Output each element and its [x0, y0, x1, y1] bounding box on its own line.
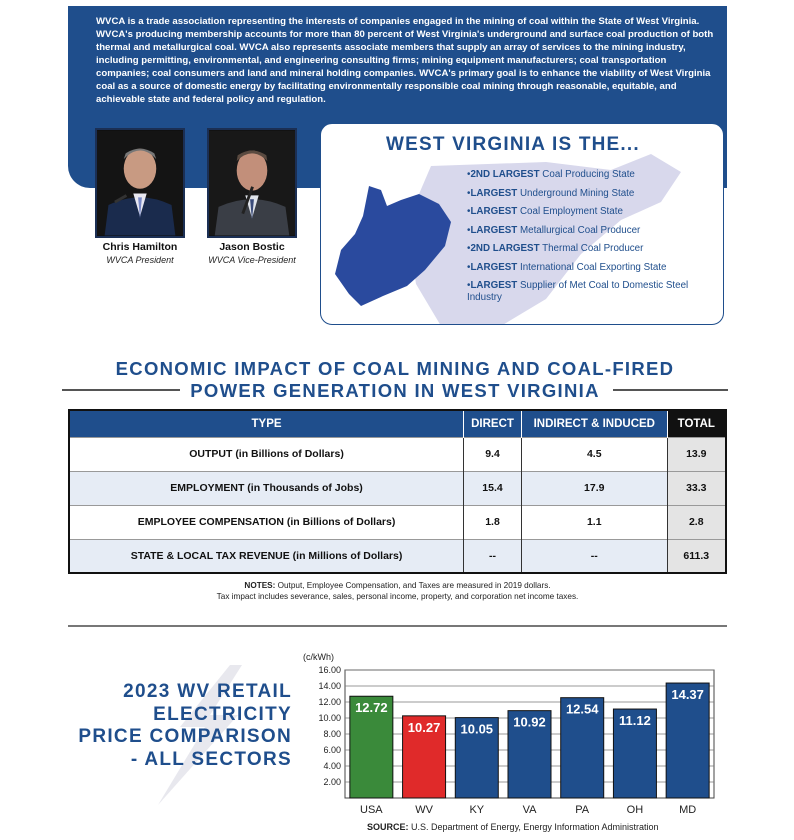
- row-indirect: 1.1: [521, 505, 667, 539]
- table-row: [69, 505, 726, 539]
- photo-chris-hamilton: [95, 128, 185, 238]
- row-indirect: --: [521, 539, 667, 573]
- title-rule-right: [613, 389, 728, 391]
- x-tick-label: VA: [522, 804, 537, 816]
- row-direct: 9.4: [464, 437, 522, 471]
- row-type: EMPLOYEE COMPENSATION (in Billions of Dollars): [69, 505, 464, 539]
- table-row: [69, 437, 726, 471]
- person-title: WVCA Vice-President: [208, 255, 296, 265]
- portrait-icon: [97, 130, 183, 236]
- row-type: OUTPUT (in Billions of Dollars): [69, 437, 464, 471]
- person-name: Chris Hamilton: [102, 241, 178, 253]
- intro-text: WVCA is a trade association representing the interests of companies engaged in the mining of coal within the State of West Virginia. WVCA's producing membership accounts for more than 80 percent of West Virginia's underground and surface coal production of both thermal and metallurgical coal. WVCA also represents associate members that supply an array of services to the mining industry, including permitting, environmental, and engineering consulting firms; mining equipment manufacturers; coal transportation companies; coal consumers and land and mineral holding companies. WVCA's primary goal is to enhance the viability of West Virginia coal as a source of domestic energy by facilitating environmentally responsible coal mining through reasonable, equitable, and achievable state and federal policy and regulation.: [96, 16, 714, 105]
- econ-title: ECONOMIC IMPACT OF COAL MINING AND COAL-FIRED POWER GENERATION IN WEST VIRGINIA: [115, 358, 675, 401]
- x-tick-label: PA: [575, 804, 590, 816]
- x-tick-label: MD: [679, 804, 697, 816]
- x-tick-label: KY: [469, 804, 485, 816]
- wv-facts-panel: [320, 123, 724, 325]
- y-tick-label: 12.00: [318, 697, 341, 707]
- row-indirect: 17.9: [521, 471, 667, 505]
- person-name: Jason Bostic: [219, 241, 285, 253]
- row-type: EMPLOYMENT (in Thousands of Jobs): [69, 471, 464, 505]
- y-tick-label: 8.00: [323, 729, 341, 739]
- table-row: [69, 539, 726, 573]
- x-tick-label: USA: [360, 804, 383, 816]
- bar-value-label: 10.92: [513, 714, 546, 730]
- row-direct: --: [464, 539, 522, 573]
- x-tick-label: OH: [626, 804, 644, 816]
- x-tick-label: WV: [415, 804, 433, 816]
- bar-value-label: 10.05: [460, 721, 494, 737]
- bar-value-label: 12.54: [565, 701, 599, 717]
- bar-value-label: 12.72: [355, 700, 388, 716]
- price-title: 2023 WV RETAIL ELECTRICITY PRICE COMPARISON - ALL SECTORS: [78, 681, 292, 770]
- row-type: STATE & LOCAL TAX REVENUE (in Millions of Dollars): [69, 539, 464, 573]
- list-item: •LARGEST International Coal Exporting State: [467, 261, 667, 273]
- y-unit-label: (c/kWh): [303, 652, 334, 662]
- chart-source: SOURCE: U.S. Department of Energy, Energy Information Administration: [367, 822, 659, 832]
- row-direct: 1.8: [464, 505, 522, 539]
- bar-value-label: 14.37: [671, 687, 704, 703]
- row-direct: 15.4: [464, 471, 522, 505]
- photo-jason-bostic: [207, 128, 297, 238]
- y-tick-label: 4.00: [323, 761, 341, 771]
- table-header-row: [69, 410, 726, 437]
- price-bar-chart: [300, 645, 730, 840]
- table-row: [69, 471, 726, 505]
- row-total: 2.8: [667, 505, 726, 539]
- y-tick-label: 10.00: [318, 713, 341, 723]
- bar-value-label: 10.27: [407, 719, 441, 735]
- y-tick-label: 16.00: [318, 665, 341, 675]
- list-item: •LARGEST Underground Mining State: [467, 187, 635, 199]
- header-direct: DIRECT: [464, 410, 522, 437]
- y-tick-label: 14.00: [318, 681, 341, 691]
- list-item: •LARGEST Metallurgical Coal Producer: [467, 224, 641, 236]
- wv-heading: WEST VIRGINIA IS THE...: [386, 134, 640, 155]
- header-total: TOTAL: [667, 410, 726, 437]
- portrait-icon: [209, 130, 295, 236]
- row-total: 33.3: [667, 471, 726, 505]
- row-total: 13.9: [667, 437, 726, 471]
- wv-facts-list: [467, 169, 707, 311]
- list-item: •2ND LARGEST Coal Producing State: [467, 169, 635, 180]
- header-indirect: INDIRECT & INDUCED: [521, 410, 667, 437]
- list-item: •LARGEST Coal Employment State: [467, 206, 623, 217]
- header-type: TYPE: [69, 410, 464, 437]
- list-item: •LARGEST Supplier of Met Coal to Domestic Steel Industry: [467, 280, 689, 303]
- title-rule-left: [62, 389, 180, 391]
- y-tick-label: 6.00: [323, 745, 341, 755]
- econ-impact-table: [68, 409, 727, 574]
- section-divider: [68, 625, 727, 627]
- y-tick-label: 2.00: [323, 777, 341, 787]
- list-item: •2ND LARGEST Thermal Coal Producer: [467, 243, 644, 254]
- row-indirect: 4.5: [521, 437, 667, 471]
- row-total: 611.3: [667, 539, 726, 573]
- person-title: WVCA President: [106, 255, 174, 265]
- table-notes: NOTES: Output, Employee Compensation, and Taxes are measured in 2019 dollars. Tax impact includes severance, sales, personal income, property, and corporation net income taxes.: [216, 581, 579, 601]
- bar-value-label: 11.12: [619, 713, 651, 729]
